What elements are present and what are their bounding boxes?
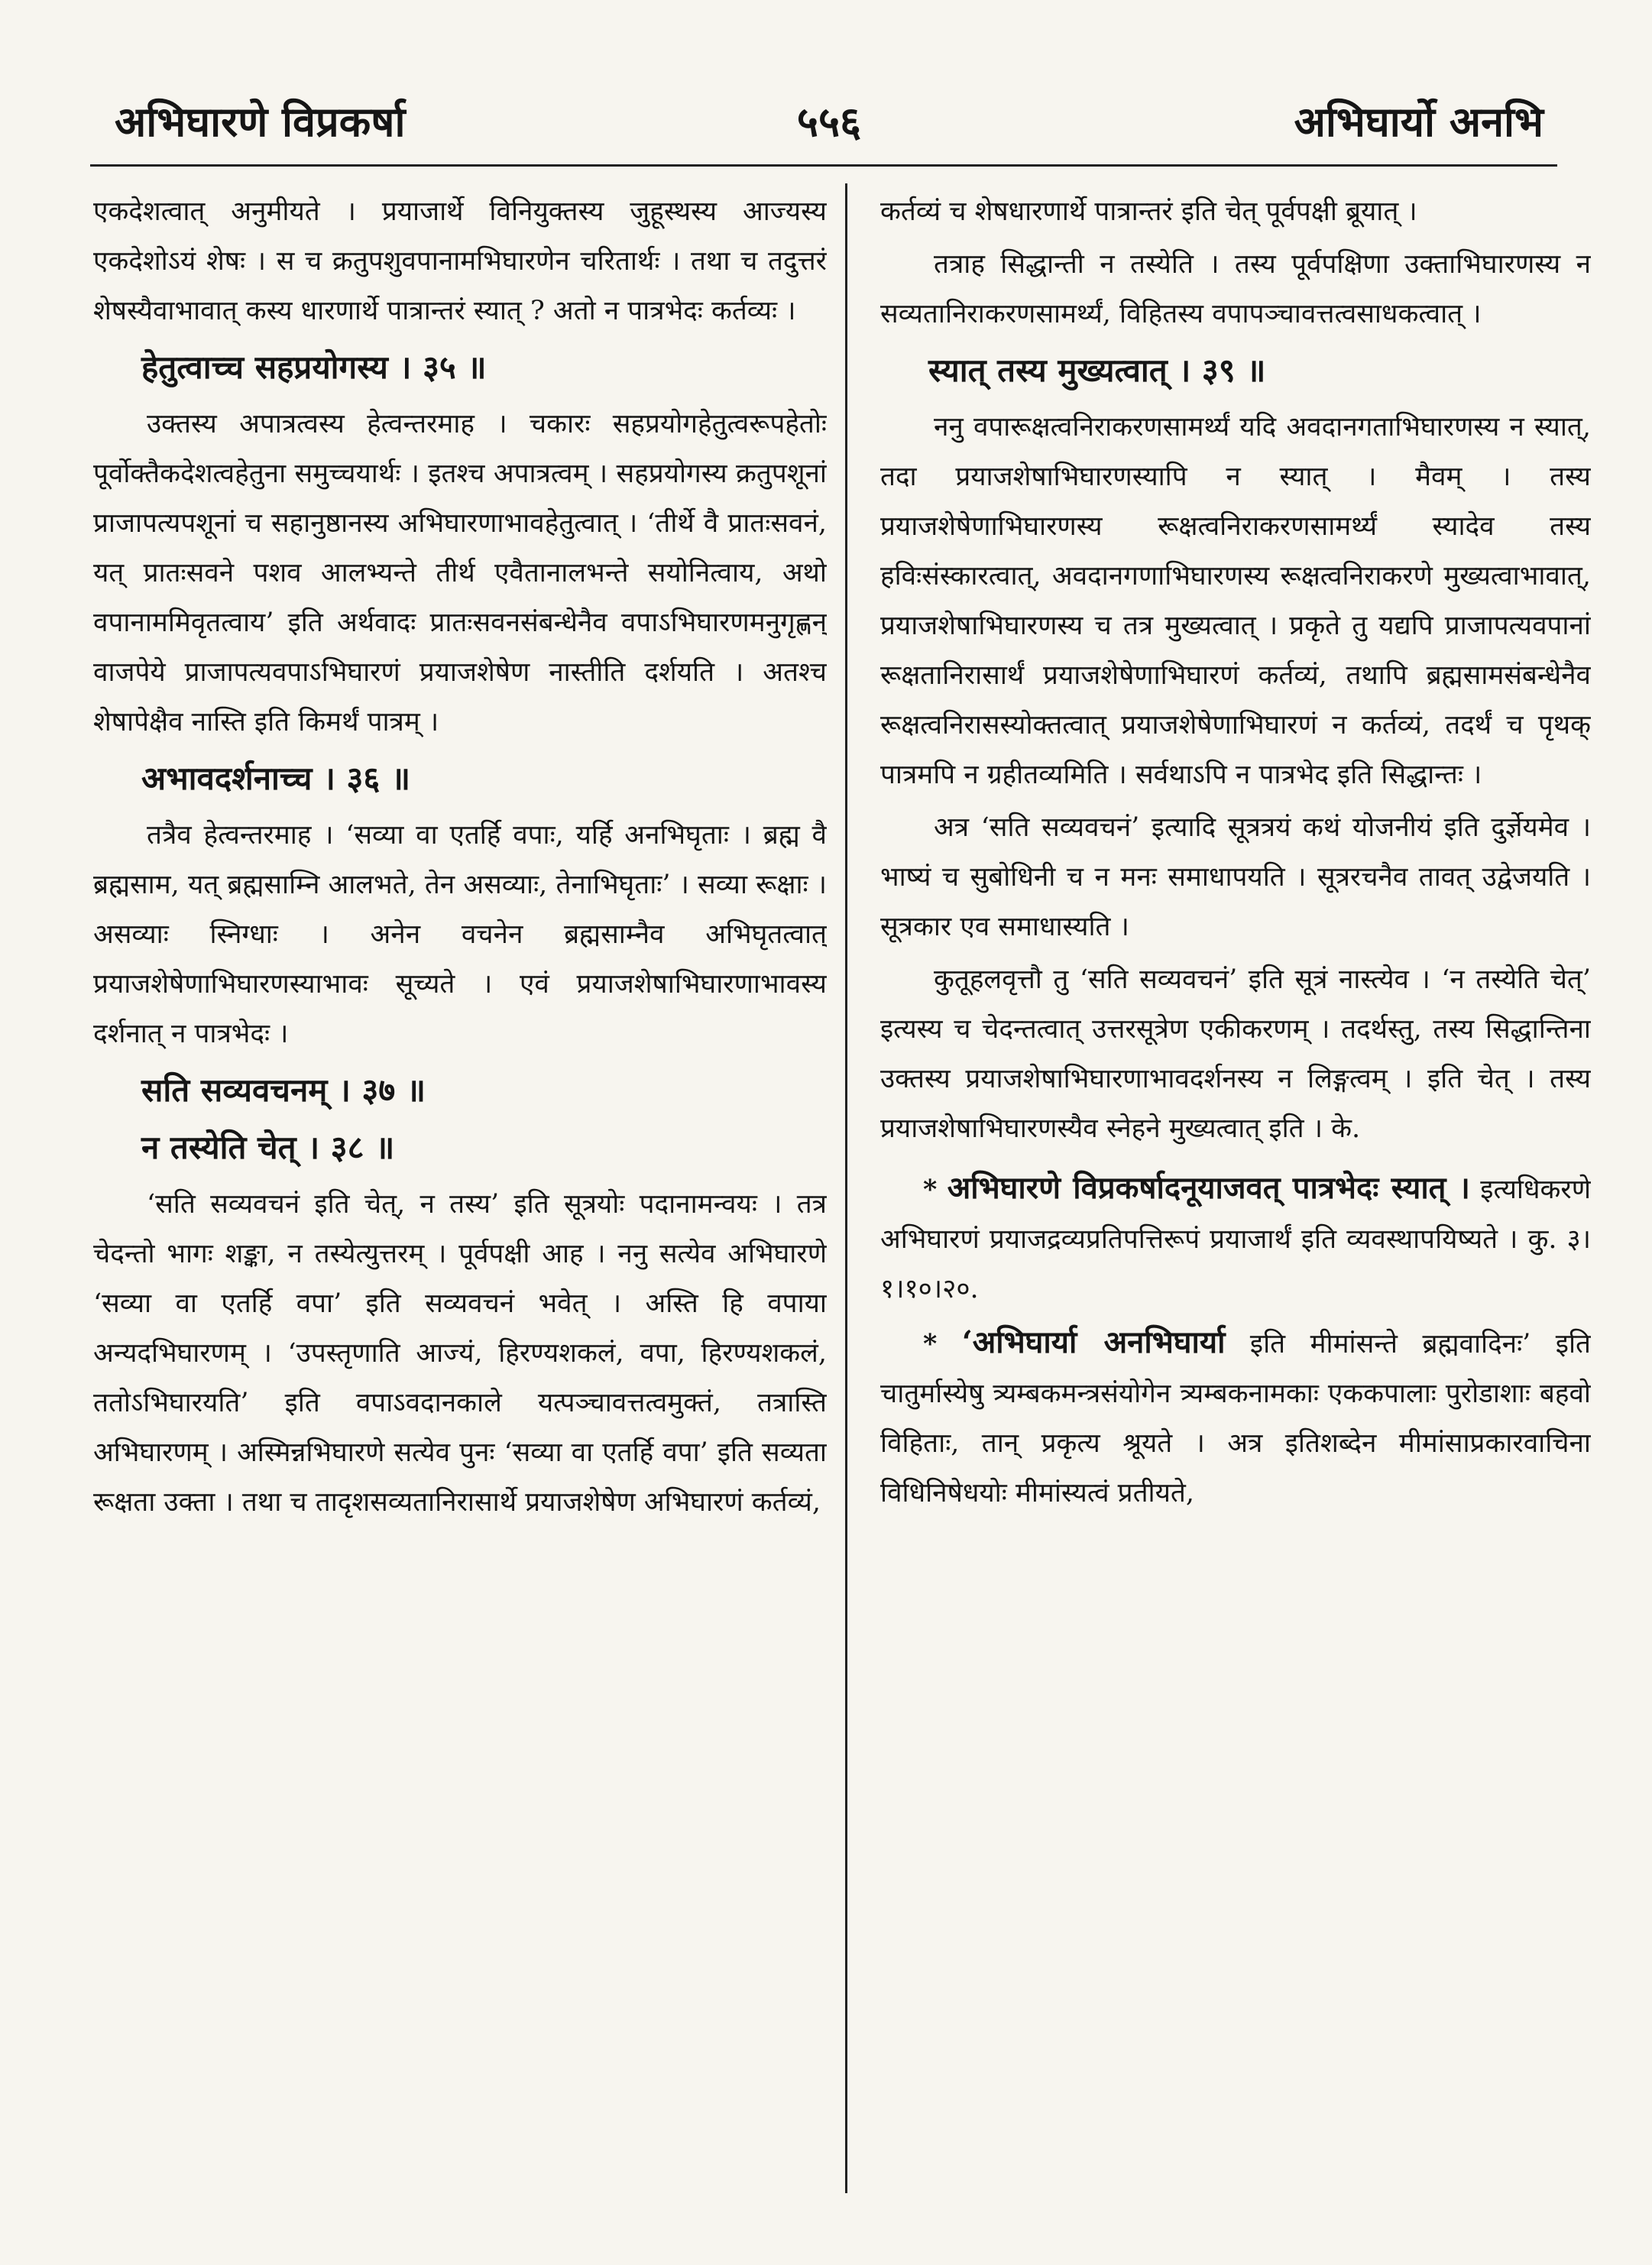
left-paragraph-3: तत्रैव हेत्वन्तरमाह । ‘सव्या वा एतर्हि वपाः, यर्हि अनभिघृताः । ब्रह्म वै ब्रह्मसाम, यत् ब्रह्मसाम्नि आलभते, तेन असव्याः, तेनाभिघृताः’ । सव्या रूक्षाः । असव्याः स्निग्धाः । अनेन वचनेन ब्रह्मसाम्नैव अभिघृतत्वात् प्रयाजशेषेणाभिघारणस्याभावः सूच्यते । एवं प्रयाजशेषाभिघारणाभावस्य दर्शनात् न पात्रभेदः । [93,820,827,1049]
footnote-2-heading: ‘अभिघार्या अनभिघार्या [961,1324,1226,1360]
column-divider [845,183,847,2193]
right-paragraph-4: अत्र ‘सति सव्यवचनं’ इत्यादि सूत्रत्रयं कथं योजनीयं इति दुर्ज्ञेयमेव । भाष्यं च सुबोधिनी च न मनः समाधापयति । सूत्ररचनैव तावत् उद्वेजयति । सूत्रकार एव समाधास्यति । [880,812,1591,942]
footnote-star-icon: * [923,1328,938,1359]
sutra-38: न तस्येति चेत् । ३८ ॥ [141,1129,395,1166]
footnote-star-icon: * [923,1174,938,1205]
right-paragraph-5: कुतूहलवृत्तौ तु ‘सति सव्यवचनं’ इति सूत्रं नास्त्येव । ‘न तस्येति चेत्’ इत्यस्य च चेदन्तत्वात् उत्तरसूत्रेण एकीकरणम् । तदर्थस्तु, तस्य सिद्धान्तिना उक्तस्य प्रयाजशेषाभिघारणाभावदर्शनस्य न लिङ्गत्वम् । इति चेत् । तस्य प्रयाजशेषाभिघारणस्यैव स्नेहने मुख्यत्वात् इति । के. [880,964,1591,1144]
footnote-2-text: इति मीमांसन्ते ब्रह्मवादिनः’ इति चातुर्मास्येषु त्र्यम्बकमन्त्रसंयोगेन त्र्यम्बकनामकाः एककपालाः पुरोडाशाः बहवो विहिताः, तान् प्रकृत्य श्रूयते । अत्र इतिशब्देन मीमांसाप्रकारवाचिना विधिनिषेधयोः मीमांस्यत्वं प्रतीयते, [880,1329,1591,1508]
right-paragraph-2: तत्राह सिद्धान्ती न तस्येति । तस्य पूर्वपक्षिणा उक्ताभिघारणस्य न सव्यतानिराकरणसामर्थ्यं, विहितस्य वपापञ्चावत्तत्वसाधकत्वात् । [880,249,1591,329]
sutra-35: हेतुत्वाच्च सहप्रयोगस्य । ३५ ॥ [141,348,487,386]
sutra-39: स्यात् तस्य मुख्यत्वात् । ३९ ॥ [928,352,1266,389]
sutra-37: सति सव्यवचनम् । ३७ ॥ [141,1071,426,1109]
left-paragraph-2: उक्तस्य अपात्रत्वस्य हेत्वन्तरमाह । चकारः सहप्रयोगहेतुत्वरूपहेतोः पूर्वोक्तैकदेशत्वहेतुना समुच्चयार्थः । इतश्च अपात्रत्वम् । सहप्रयोगस्य क्रतुपशूनां प्राजापत्यपशूनां च सहानुष्ठानस्य अभिघारणाभावहेतुत्वात् । ‘तीर्थे वै प्रातःसवनं, यत् प्रातःसवने पशव आलभ्यन्ते तीर्थ एवैतानालभन्ते सयोनित्वाय, अथो वपानाममिवृतत्वाय’ इति अर्थवादः प्रातःसवनसंबन्धेनैव वपाऽभिघारणमनुगृह्णन् वाजपेये प्राजापत्यवपाऽभिघारणं प्रयाजशेषेण नास्तीति दर्शयति । अतश्च शेषापेक्षैव नास्ति इति किमर्थं पात्रम् । [93,409,827,737]
right-paragraph-3: ननु वपारूक्षत्वनिराकरणसामर्थ्यं यदि अवदानगताभिघारणस्य न स्यात्, तदा प्रयाजशेषाभिघारणस्यापि न स्यात् । मैवम् । तस्य प्रयाजशेषेणाभिघारणस्य रूक्षत्वनिराकरणसामर्थ्यं स्यादेव तस्य हविःसंस्कारत्वात्, अवदानगणाभिघारणस्य रूक्षत्वनिराकरणे मुख्यत्वाभावात्, प्रयाजशेषाभिघारणस्य च तत्र मुख्यत्वात् । प्रकृते तु यद्यपि प्राजापत्यवपानां रूक्षतानिरासार्थं प्रयाजशेषेणाभिघारणं कर्तव्यं, तथापि ब्रह्मसामसंबन्धेनैव रूक्षत्वनिरासस्योक्तत्वात् प्रयाजशेषेणाभिघारणं न कर्तव्यं, तदर्थं च पृथक् पात्रमपि न ग्रहीतव्यमिति । सर्वथाऽपि न पात्रभेद इति सिद्धान्तः । [880,412,1591,790]
page-number: ५५६ [796,97,862,146]
left-paragraph-4: ‘सति सव्यवचनं इति चेत्, न तस्य’ इति सूत्रयोः पदानामन्वयः । तत्र चेदन्तो भागः शङ्का, न तस्येत्युत्तरम् । पूर्वपक्षी आह । ननु सत्येव अभिघारणे ‘सव्या वा एतर्हि वपा’ इति सव्यवचनं भवेत् । अस्ति हि वपाया अन्यदभिघारणम् । ‘उपस्तृणाति आज्यं, हिरण्यशकलं, वपा, हिरण्यशकलं, ततोऽभिघारयति’ इति वपाऽवदानकाले यत्पञ्चावत्तत्वमुक्तं, तत्रास्ति अभिघारणम् । अस्मिन्नभिघारणे सत्येव पुनः ‘सव्या वा एतर्हि वपा’ इति सव्यता रूक्षता उक्ता । तथा च तादृशसव्यतानिरासार्थे प्रयाजशेषेण अभिघारणं कर्तव्यं, [93,1189,827,1518]
footnote-1-heading: अभिघारणे विप्रकर्षादनूयाजवत् पात्रभेदः स्यात् । [947,1170,1470,1206]
footnote-1-text: इत्यधिकरणे अभिघारणं प्रयाजद्रव्यप्रतिपत्तिरूपं प्रयाजार्थं इति व्यवस्थापयिष्यते । कु. ३।१।१०।२०. [880,1175,1591,1304]
right-column [880,187,1591,2197]
header-rule [90,164,1557,167]
right-paragraph-1: कर्तव्यं च शेषधारणार्थे पात्रान्तरं इति चेत् पूर्वपक्षी ब्रूयात् । [880,196,1417,227]
left-column [93,187,827,2197]
running-header [115,92,1543,153]
footnote-1 [880,1163,1591,1314]
header-right-title: अभिघार्यो अनभि [1294,97,1543,146]
footnote-2 [880,1317,1591,1518]
sutra-36: अभावदर्शनाच्च । ३६ ॥ [141,760,411,797]
left-paragraph-1: एकदेशत्वात् अनुमीयते । प्रयाजार्थे विनियुक्तस्य जुहूस्थस्य आज्यस्य एकदेशोऽयं शेषः । स च क्रतुपशुवपानामभिघारणेन चरितार्थः । तथा च तदुत्तरं शेषस्यैवाभावात् कस्य धारणार्थे पात्रान्तरं स्यात् ? अतो न पात्रभेदः कर्तव्यः । [93,196,827,326]
header-left-title: अभिघारणे विप्रकर्षा [115,97,406,146]
